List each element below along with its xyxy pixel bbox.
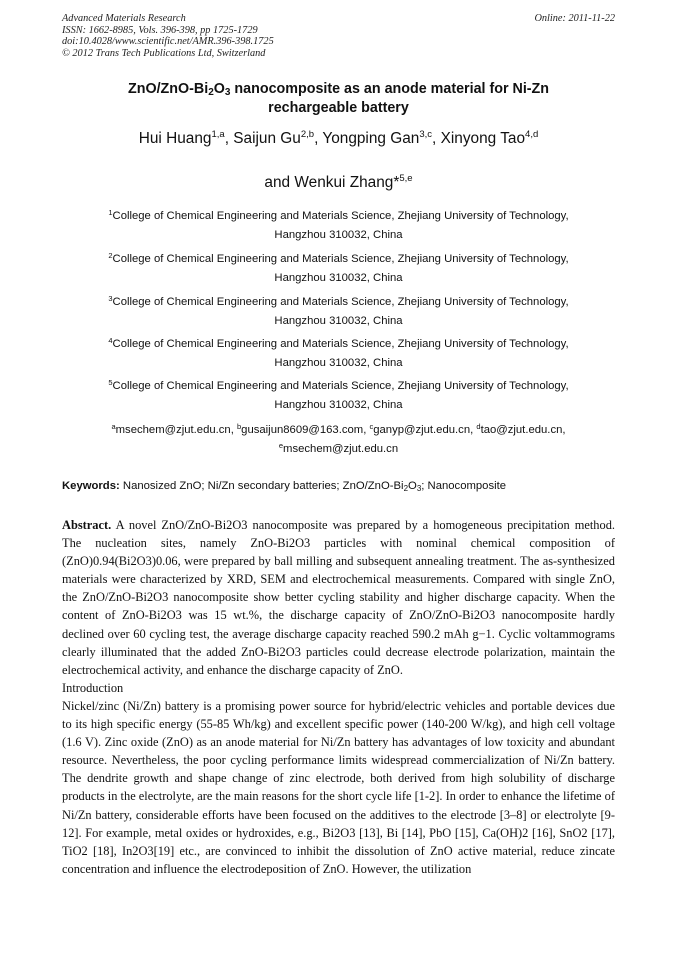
paper-title <box>62 80 615 117</box>
title-line-2: rechargeable battery <box>268 99 409 116</box>
title-line-1 <box>62 80 615 99</box>
author: Yongping Gan$^{3,c}$, <box>322 129 441 147</box>
online-date: Online: 2011-11-22 <box>534 13 615 24</box>
section-heading-introduction: Introduction <box>62 680 124 695</box>
email: $^d$tao@zjut.edu.cn, <box>476 422 566 436</box>
author-last-line: and Wenkui Zhang*$^{5,e}$ <box>264 173 413 191</box>
abstract-text: A novel ZnO/ZnO-Bi2O3 nanocomposite was prepared by a homogeneous precipitation method. The nucleation sites, namely ZnO-Bi2O3 particles with nominal chemical composition of (ZnO)0.94(Bi2O3)0.06, were prepared by ball milling and subsequent annealing treatment. The as-synthesized materials were characterized by XRD, SEM and electrochemical measurements. Compared with single ZnO, the ZnO/ZnO-Bi2O3 nanocomposite show better cycling stability and higher discharge capacity. When the content of ZnO-Bi2O3 was 15 wt.%, the discharge capacity of ZnO/ZnO-Bi2O3 nanocomposite hardly declined over 60 cycling test, the average discharge capacity reached 590.2 mAh g−1. Cyclic voltammograms clearly illuminated that the added ZnO-Bi2O3 particles could decrease electrode polarization, maintain the electrochemical activity, and enhance the discharge capacity of ZnO. <box>62 518 615 677</box>
journal-header <box>62 13 274 59</box>
author: Xinyong Tao$^{4,d}$ <box>440 129 539 147</box>
title-text: nanocomposite as an anode material for Ni-Zn <box>230 81 550 97</box>
keywords-label: Keywords: <box>62 480 120 492</box>
title-text: ZnO/ZnO-Bi <box>127 81 209 97</box>
affiliation: $^4$College of Chemical Engineering and Materials Science, Zhejiang University of Technology, Hangzhou 310032, China <box>108 336 569 369</box>
email: $^a$msechem@zjut.edu.cn, <box>111 422 237 436</box>
title-text: O <box>213 81 225 97</box>
email: $^c$ganyp@zjut.edu.cn, <box>369 422 477 436</box>
abstract <box>62 516 615 679</box>
keywords: Keywords: Nanosized ZnO; Ni/Zn secondary batteries; ZnO/$ZnO-Bi_2O_3$; Nanocomposite <box>62 480 507 493</box>
doi-line: doi:10.4028/www.scientific.net/AMR.396-398.1725 <box>62 36 274 48</box>
email-list <box>62 421 615 459</box>
affiliation: $^2$College of Chemical Engineering and Materials Science, Zhejiang University of Technology, Hangzhou 310032, China <box>108 251 569 284</box>
title-subscript: 2 <box>208 87 214 98</box>
introduction-paragraph: Nickel/zinc (Ni/Zn) battery is a promising power source for hybrid/electric vehicles and portable devices due to its high specific energy (55-85 Wh/kg) and excellent specific power (140-200 W/kg), and high cell voltage (1.6 V). Zinc oxide (ZnO) as an anode material for Ni/Zn battery has advantages of low toxicity and abundant resource. Nevertheless, the poor cycling performance limits widespread commercialization of Ni/Zn battery. The dendrite growth and shape change of zinc electrode, both derived from high solubility of discharge products in the electrolyte, are the main reasons for the short cycle life [1-2]. In order to enhance the lifetime of Ni/Zn battery, considerable efforts have been focused on the additives to the electrode [3–8] or electrolyte [9-12]. For example, metal oxides or hydroxides, e.g., Bi2O3 [13], Bi [14], PbO [15], Ca(OH)2 [16], SnO2 [17], TiO2 [18], In2O3[19] etc., are convinced to inhibit the dissolution of ZnO active material, reduce zincate concentration and influence the electrodeposition of ZnO. However, the utilization <box>62 698 615 876</box>
issn-line: ISSN: 1662-8985, Vols. 396-398, pp 1725-1729 <box>62 24 258 36</box>
author-list <box>62 130 615 148</box>
affiliation: $^3$College of Chemical Engineering and Materials Science, Zhejiang University of Technology, Hangzhou 310032, China <box>108 294 569 327</box>
affiliation: $^1$College of Chemical Engineering and Materials Science, Zhejiang University of Technology, Hangzhou 310032, China <box>108 208 569 241</box>
author: Hui Huang$^{1,a}$, <box>138 129 234 147</box>
journal-name: Advanced Materials Research <box>62 13 186 24</box>
email: $^b$gusaijun8609@163.com, <box>237 422 370 436</box>
author: Saijun Gu$^{2,b}$, <box>233 129 323 147</box>
copyright-line: © 2012 Trans Tech Publications Ltd, Switzerland <box>62 47 266 59</box>
abstract-label: Abstract. <box>62 518 112 532</box>
corresponding-author: Wenkui Zhang <box>294 174 394 191</box>
affiliation: $^5$College of Chemical Engineering and Materials Science, Zhejiang University of Technology, Hangzhou 310032, China <box>108 378 569 411</box>
title-subscript: 3 <box>224 87 231 98</box>
corresponding-star: * <box>393 174 400 191</box>
body-text <box>62 516 615 878</box>
email: $^e$msechem@zjut.edu.cn <box>278 441 399 455</box>
